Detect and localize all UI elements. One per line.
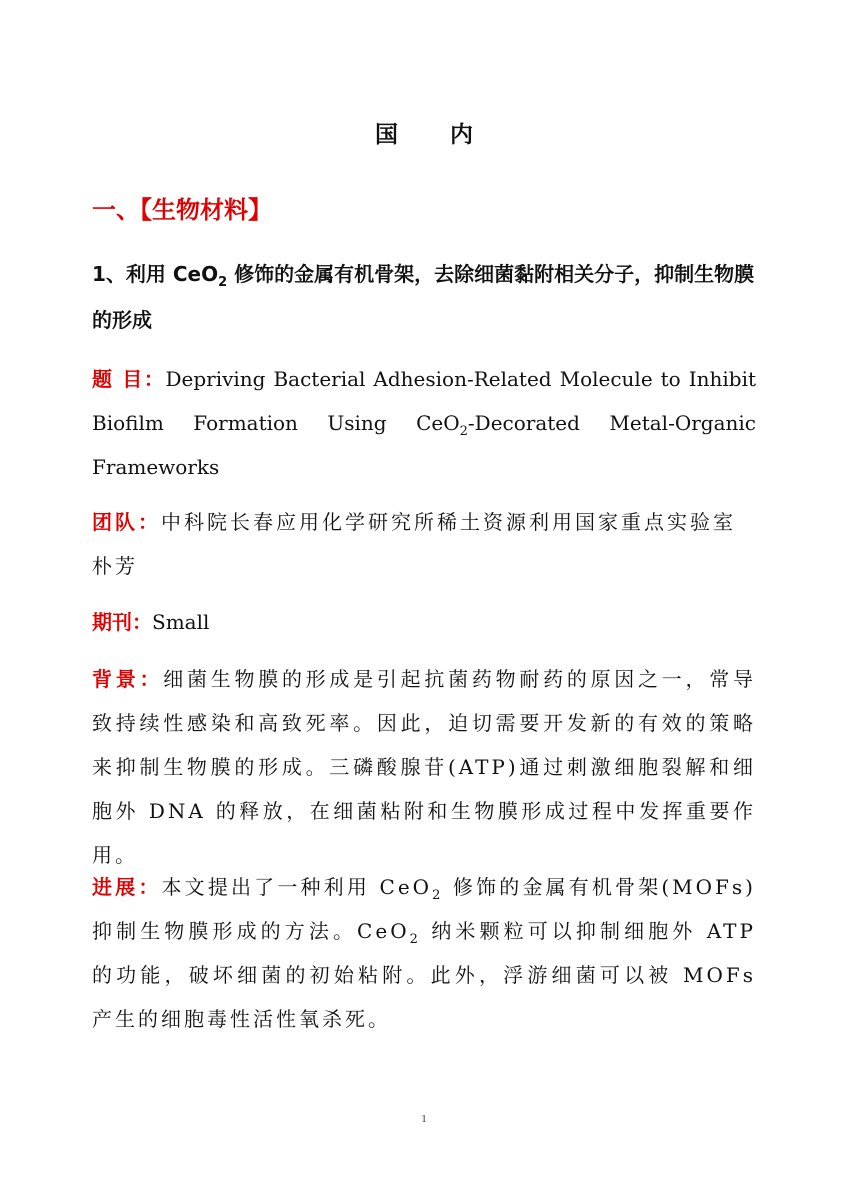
article-title-prefix: 1、利用 CeO bbox=[92, 262, 219, 286]
team-label: 团队： bbox=[92, 510, 161, 534]
section-title: 一、【生物材料】 bbox=[92, 196, 272, 224]
progress-field bbox=[92, 865, 756, 1041]
article-title bbox=[92, 251, 756, 343]
progress-text-a: 本文提出了一种利用 CeO bbox=[161, 875, 433, 899]
progress-text-c: 纳米颗粒可以抑制细胞外 ATP 的功能，破坏细菌的初始粘附。此外，浮游细菌可以被 MOFs 产生的细胞毒性活性氧杀死。 bbox=[92, 919, 756, 1031]
journal-field bbox=[92, 600, 756, 644]
progress-text-b: 修饰的金属有机骨架(MOFs)抑制生物膜形成的方法。CeO bbox=[92, 875, 756, 943]
paper-title-text-b: -Decorated Metal-Organic Frameworks bbox=[92, 411, 756, 479]
page-heading: 国 内 bbox=[374, 122, 495, 148]
progress-label: 进展： bbox=[92, 875, 162, 899]
paper-title-text-a: Depriving Bacterial Adhesion-Related Molecule to Inhibit Biofilm Formation Using CeO bbox=[92, 367, 756, 435]
page-number: 1 bbox=[421, 1113, 427, 1125]
paper-title-subscript: 2 bbox=[459, 424, 468, 439]
progress-subscript-1: 2 bbox=[432, 888, 444, 903]
article-title-suffix: 修饰的金属有机骨架，去除细菌黏附相关分子，抑制生物膜的形成 bbox=[92, 262, 755, 332]
journal-label: 期刊： bbox=[92, 610, 152, 634]
team-field bbox=[92, 500, 756, 588]
team-value: 中科院长春应用化学研究所稀土资源利用国家重点实验室 朴芳 bbox=[92, 510, 736, 578]
progress-subscript-2: 2 bbox=[409, 932, 421, 947]
article-title-subscript: 2 bbox=[218, 275, 228, 290]
background-label: 背景： bbox=[92, 667, 164, 691]
background-value: 细菌生物膜的形成是引起抗菌药物耐药的原因之一，常导致持续性感染和高致死率。因此，迫切需要开发新的有效的策略来抑制生物膜的形成。三磷酸腺苷(ATP)通过刺激细胞裂解和细胞外 DNA 的释放，在细菌粘附和生物膜形成过程中发挥重要作用。 bbox=[92, 667, 757, 867]
journal-value: Small bbox=[152, 610, 210, 634]
paper-title-label: 题 目： bbox=[92, 367, 166, 391]
background-field bbox=[92, 657, 756, 877]
paper-title-field bbox=[92, 357, 756, 489]
